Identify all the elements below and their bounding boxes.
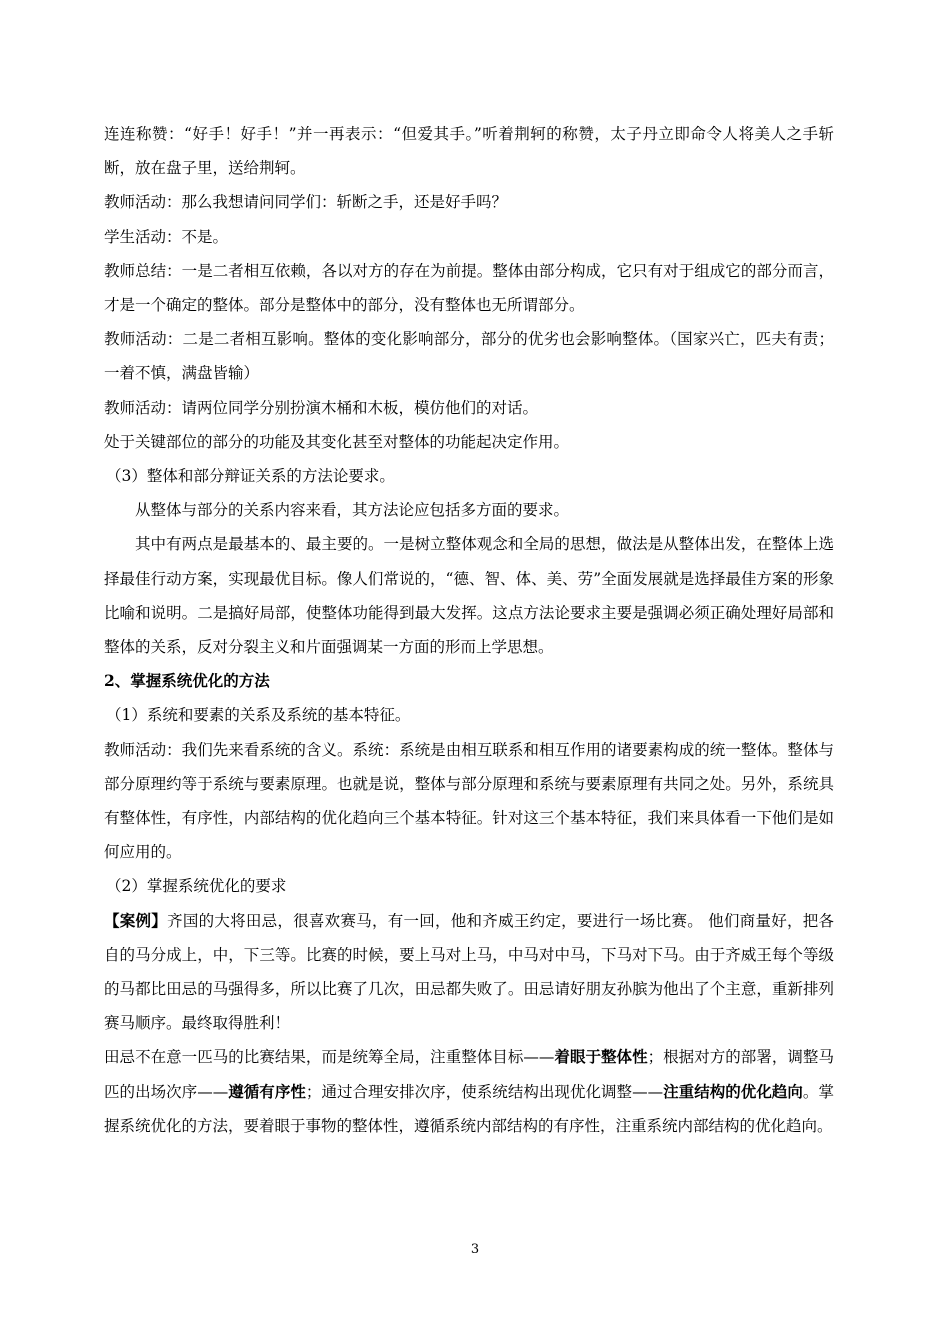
analysis-text: 。掌握系统优化的方法，要着眼于事物的整体性，遵循系统内部结构的有序性，注重系统内部结构的优化趋向。	[104, 1082, 834, 1135]
analysis-text: ；根据对方的部署，调整马匹的出场次序——	[104, 1048, 834, 1101]
page-body	[104, 117, 834, 1143]
paragraph: 教师总结：一是二者相互依赖，各以对方的存在为前提。整体由部分构成，它只有对于组成它的部分而言，才是一个确定的整体。部分是整体中的部分，没有整体也无所谓部分。	[104, 261, 834, 315]
analysis-keyword: 遵循有序性	[228, 1081, 306, 1101]
case-label: 【案例】	[104, 910, 168, 930]
subsection-heading: （3）整体和部分辩证关系的方法论要求。	[106, 467, 395, 486]
case-paragraph	[104, 904, 834, 1041]
paragraph: 连连称赞：“好手！好手！”并一再表示：“但爱其手。”听着荆轲的称赞，太子丹立即命令人将美人之手斩断，放在盘子里，送给荆轲。	[104, 125, 834, 178]
paragraph: 教师活动：我们先来看系统的含义。系统：系统是由相互联系和相互作用的诸要素构成的统一整体。整体与部分原理约等于系统与要素原理。也就是说，整体与部分原理和系统与要素原理有共同之处。另外，系统具有整体性，有序性，内部结构的优化趋向三个基本特征。针对这三个基本特征，我们来具体看一下他们是如何应用的。	[104, 740, 834, 862]
paragraph: 教师活动：那么我想请问同学们：斩断之手，还是好手吗？	[104, 193, 508, 212]
analysis-text: ；通过合理安排次序，使系统结构出现优化调整——	[305, 1082, 664, 1101]
paragraph: 教师活动：二是二者相互影响。整体的变化影响部分，部分的优劣也会影响整体。（国家兴亡，匹夫有责；一着不慎，满盘皆输）	[104, 330, 834, 383]
paragraph: 从整体与部分的关系内容来看，其方法论应包括多方面的要求。	[135, 501, 570, 520]
paragraph: 其中有两点是最基本的、最主要的。一是树立整体观念和全局的思想，做法是从整体出发，在整体上选择最佳行动方案，实现最优目标。像人们常说的，“德、智、体、美、劳”全面发展就是选择最佳方案的形象比喻和说明。二是搞好局部，使整体功能得到最大发挥。这点方法论要求主要是强调必须正确处理好局部和整体的关系，反对分裂主义和片面强调某一方面的形而上学思想。	[104, 535, 834, 657]
analysis-keyword: 着眼于整体性	[554, 1047, 648, 1067]
paragraph: 学生活动：不是。	[104, 227, 229, 246]
paragraph: 处于关键部位的部分的功能及其变化甚至对整体的功能起决定作用。	[104, 432, 570, 451]
case-text: 齐国的大将田忌，很喜欢赛马，有一回，他和齐威王约定，要进行一场比赛。 他们商量好，把各自的马分成上，中，下三等。比赛的时候，要上马对上马，中马对中马，下马对下马。由于齐威王每个等级的马都比田忌的马强得多，所以比赛了几次，田忌都失败了。田忌请好朋友孙膑为他出了个主意，重新排列赛马顺序。最终取得胜利！	[104, 911, 834, 1033]
paragraph: 教师活动：请两位同学分别扮演木桶和木板，模仿他们的对话。	[104, 398, 539, 417]
subsection-heading: （2）掌握系统优化的要求	[106, 877, 287, 896]
page-number: 3	[470, 1242, 480, 1257]
analysis-text: 田忌不在意一匹马的比赛结果，而是统筹全局，注重整体目标——	[104, 1048, 555, 1067]
subsection-heading: （1）系统和要素的关系及系统的基本特征。	[106, 706, 411, 725]
analysis-paragraph	[104, 1040, 834, 1143]
analysis-keyword: 注重结构的优化趋向	[663, 1081, 803, 1101]
section-heading: 2、掌握系统优化的方法	[104, 671, 270, 691]
